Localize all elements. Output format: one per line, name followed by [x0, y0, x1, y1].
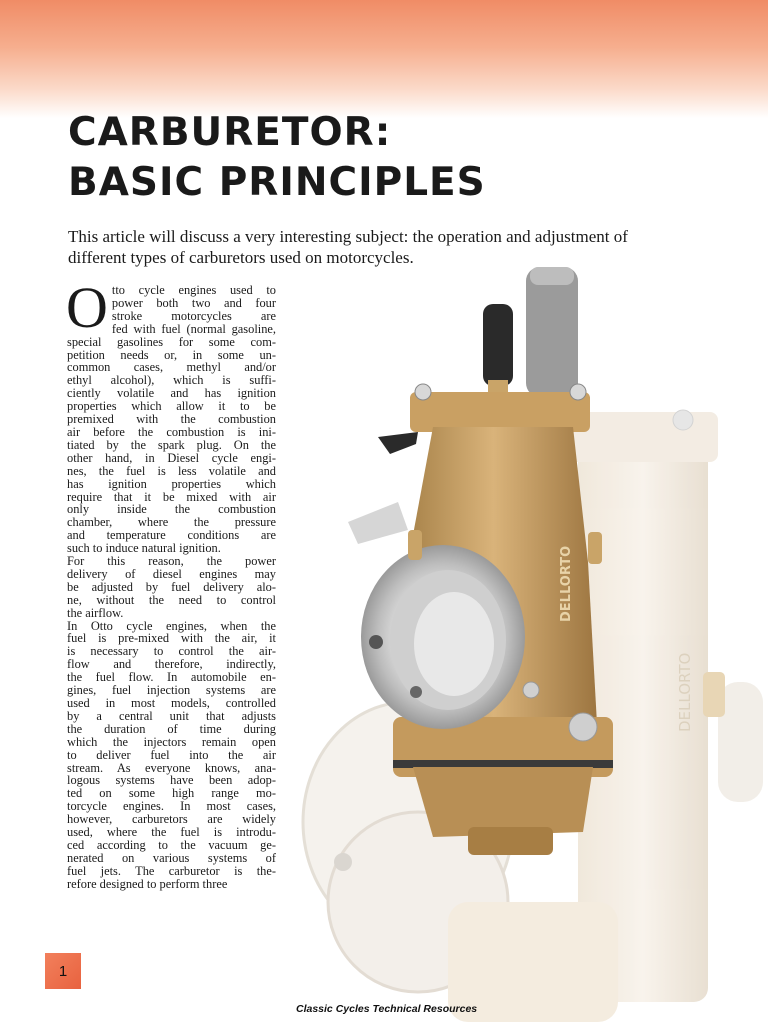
- article-line: petition needs or, in some un-: [67, 347, 276, 362]
- page-title: [68, 108, 668, 208]
- article-line: ciently volatile and has ignition: [67, 386, 276, 401]
- article-line: has ignition properties which: [67, 476, 276, 491]
- article-line: and temperature conditions are: [67, 528, 276, 543]
- article-line: by a central unit that adjusts: [67, 708, 276, 723]
- article-line: which the injectors remain open: [67, 734, 276, 749]
- article-line: ted on some high range mo-: [67, 786, 276, 801]
- article-line: ethyl alcohol), which is suffi-: [67, 373, 276, 388]
- article-line: nes, the fuel is less volatile and: [67, 463, 276, 478]
- article-line: tto cycle engines used to: [111, 283, 276, 297]
- article-line: For this reason, the power: [67, 554, 276, 569]
- title-line-2: BASIC PRINCIPLES: [68, 160, 486, 205]
- article-line: used in most models, controlled: [67, 696, 276, 710]
- article-line: fuel is pre-mixed with the air, it: [67, 631, 276, 646]
- article-line: however, carburetors are widely: [67, 812, 276, 827]
- gray-vent-boot: [526, 267, 578, 397]
- article-line: special gasolines for some com-: [67, 334, 276, 349]
- article-line: air before the combustion is ini-: [67, 424, 276, 439]
- article-line: the airflow.: [67, 605, 124, 620]
- article-line: ced according to the vacuum ge-: [67, 837, 276, 852]
- article-line: is necessary to control the air-: [67, 644, 276, 659]
- article-line: stroke motorcycles are: [111, 308, 276, 323]
- black-tickler: [483, 304, 513, 386]
- carb-top-block: [410, 392, 590, 432]
- article-line: to deliver fuel into the air: [67, 747, 276, 762]
- carburetor-photo: [298, 262, 768, 1024]
- article-line: the duration of time during: [67, 721, 276, 736]
- article-line: fed with fuel (normal gasoline,: [111, 321, 276, 336]
- drop-cap: O: [66, 275, 108, 340]
- article-lines: [66, 275, 276, 891]
- article-line: In Otto cycle engines, when the: [67, 618, 276, 633]
- article-line: other hand, in Diesel cycle engi-: [67, 450, 276, 465]
- article-line: torcycle engines. In most cases,: [67, 799, 276, 814]
- ghost-brand-mark: DELLORTO: [676, 652, 694, 732]
- article-line: fuel jets. The carburetor is the-: [67, 863, 276, 878]
- article-line: gines, fuel injection systems are: [67, 683, 276, 698]
- article-line: be adjusted by fuel delivery alo-: [67, 579, 276, 594]
- page-number: 1: [45, 953, 81, 989]
- article-line: require that it be mixed with air: [67, 489, 276, 504]
- intro-paragraph: This article will discuss a very interesting subject: the operation and adjustment of different types of carburetors used on motorcycles.: [68, 227, 628, 267]
- brand-mark: DELLORTO: [559, 545, 574, 622]
- article-line: power both two and four: [111, 295, 276, 310]
- article-line: refore designed to perform three: [67, 876, 228, 891]
- article-line: ne, without the need to control: [67, 592, 276, 607]
- title-line-1: CARBURETOR:: [68, 110, 392, 155]
- article-line: common cases, methyl and/or: [67, 360, 276, 375]
- article-line: such to induce natural ignition.: [67, 541, 221, 556]
- article-line: only inside the combustion: [67, 502, 276, 517]
- article-line: tiated by the spark plug. On the: [67, 437, 276, 452]
- article-line: used, where the fuel is introdu-: [67, 825, 276, 840]
- article-line: premixed with the combustion: [67, 412, 276, 427]
- article-line: properties which allow it to be: [67, 399, 276, 414]
- footer-credit: Classic Cycles Technical Resources: [296, 1003, 478, 1015]
- article-line: flow and therefore, indirectly,: [67, 657, 276, 672]
- article-body: [66, 275, 276, 891]
- article-line: the fuel flow. In automobile en-: [67, 670, 276, 685]
- article-line: delivery of diesel engines may: [67, 566, 276, 581]
- choke-lever: [378, 432, 418, 454]
- article-line: nerated on various systems of: [67, 850, 276, 865]
- header-gradient-band: [0, 0, 768, 118]
- article-line: logous systems have been adop-: [67, 773, 276, 788]
- article-line: stream. As everyone knows, ana-: [67, 760, 276, 775]
- article-line: chamber, where the pressure: [67, 515, 276, 530]
